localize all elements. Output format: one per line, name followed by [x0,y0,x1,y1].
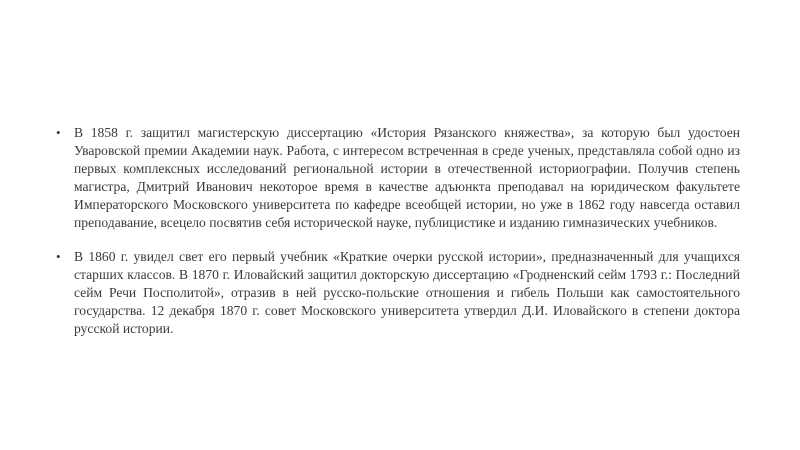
bullet-icon: • [56,125,61,140]
bullet-paragraph-1 [56,124,740,232]
paragraph-text: В 1858 г. защитил магистерскую диссертацию «История Рязанского княжества», за которую был удостоен Уваровской премии Академии наук. Работа, с интересом встреченная в среде ученых, представляла собой одно из первых комплексных исследований региональной истории в отечественной историографии. Получив степень магистра, Дмитрий Иванович некоторое время в качестве адъюнкта преподавал на юридическом факультете Императорского Московского университета по кафедре всеобщей истории, но уже в 1862 году навсегда оставил преподавание, всецело посвятив себя исторической науке, публицистике и изданию гимназических учебников. [74,125,740,230]
paragraph-text: В 1860 г. увидел свет его первый учебник «Краткие очерки русской истории», предназначенный для учащихся старших классов. В 1870 г. Иловайский защитил докторскую диссертацию «Гродненский сейм 1793 г.: Последний сейм Речи Посполитой», отразив в ней русско-польские отношения и гибель Польши как самостоятельного государства. 12 декабря 1870 г. совет Московского университета утвердил Д.И. Иловайского в степени доктора русской истории. [74,249,740,336]
bullet-paragraph-2 [56,248,740,338]
bullet-list [56,124,740,354]
bullet-icon: • [56,249,61,264]
